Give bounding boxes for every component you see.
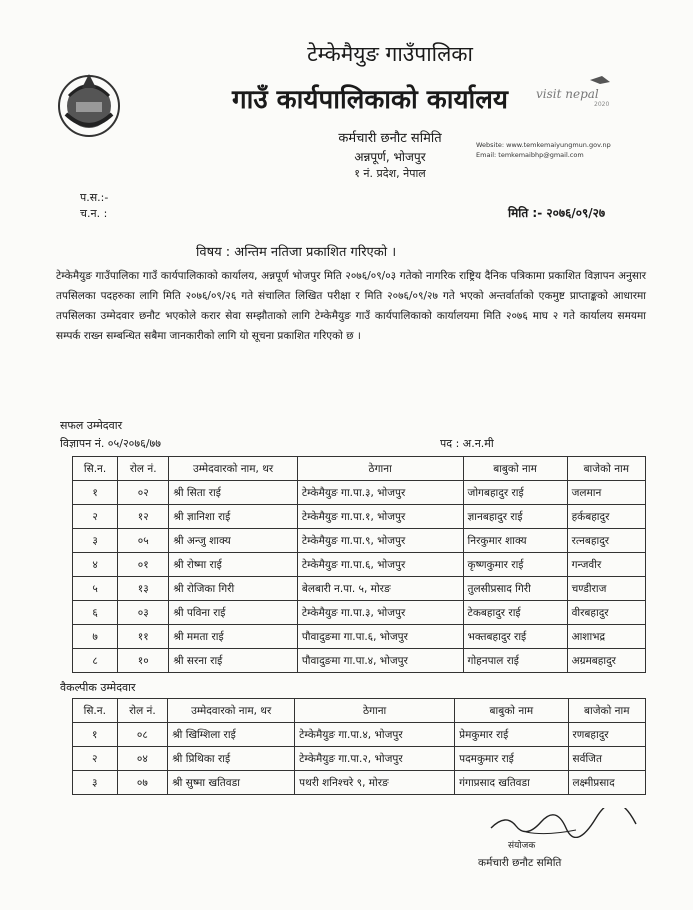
table-row <box>73 747 646 771</box>
table-row <box>73 481 646 505</box>
cell-address: बेलबारी न.पा. ५, मोरङ <box>297 577 463 601</box>
selected-heading: सफल उम्मेदवार <box>60 419 123 432</box>
subject-line: विषय : अन्तिम नतिजा प्रकाशित गरिएको । <box>196 245 397 260</box>
nepal-emblem-icon <box>54 66 124 142</box>
col-grandfather: बाजेको नाम <box>567 457 645 481</box>
table-row <box>73 601 646 625</box>
cell-roll: १० <box>118 649 169 673</box>
col-address: ठेगाना <box>297 457 463 481</box>
cell-sn: २ <box>73 505 118 529</box>
contact-info <box>476 140 666 160</box>
alternate-candidates-table <box>72 698 646 795</box>
cell-grandfather: लक्ष्मीप्रसाद <box>568 771 645 795</box>
letter-date: मिति :- २०७६/०९/२७ <box>508 206 606 220</box>
cell-father: निरकुमार शाक्य <box>463 529 567 553</box>
cell-grandfather: रणबहादुर <box>568 723 645 747</box>
cell-roll: ०७ <box>117 771 168 795</box>
cell-name: श्री ज्ञानिशा राई <box>169 505 297 529</box>
cell-father: गोहनपाल राई <box>463 649 567 673</box>
col-grandfather: बाजेको नाम <box>568 699 645 723</box>
table-row <box>73 771 646 795</box>
email: Email: temkemaibhp@gmail.com <box>476 151 584 159</box>
selected-candidates-table <box>72 456 646 673</box>
cell-address: टेम्केमैयुङ गा.पा.४, भोजपुर <box>295 723 455 747</box>
col-sn: सि.न. <box>73 699 118 723</box>
cell-grandfather: सर्वजित <box>568 747 645 771</box>
cell-father: तुलसीप्रसाद गिरी <box>463 577 567 601</box>
cell-name: श्री ममता राई <box>169 625 297 649</box>
cell-father: पदमकुमार राई <box>455 747 568 771</box>
cell-grandfather: वीरबहादुर <box>567 601 645 625</box>
cell-father: कृष्णकुमार राई <box>463 553 567 577</box>
committee-name: कर्मचारी छनौट समिति <box>338 131 442 146</box>
alternate-heading: वैकल्पीक उम्मेदवार <box>60 681 136 694</box>
cell-name: श्री अन्जु शाक्य <box>169 529 297 553</box>
cell-roll: १३ <box>118 577 169 601</box>
col-address: ठेगाना <box>295 699 455 723</box>
office-name: गाउँ कार्यपालिकाको कार्यालय <box>232 85 508 115</box>
cell-address: टेम्केमैयुङ गा.पा.१, भोजपुर <box>297 505 463 529</box>
table-header-row <box>73 699 646 723</box>
col-name: उम्मेदवारको नाम, थर <box>169 457 297 481</box>
col-sn: सि.न. <box>73 457 118 481</box>
cell-sn: २ <box>73 747 118 771</box>
cell-grandfather: चण्डीराज <box>567 577 645 601</box>
website: Website: www.temkemaiyungmun.gov.np <box>476 141 611 149</box>
cell-roll: ०५ <box>118 529 169 553</box>
cell-father: टेकबहादुर राई <box>463 601 567 625</box>
cell-sn: ८ <box>73 649 118 673</box>
cell-father: जोगबहादुर राई <box>463 481 567 505</box>
cell-address: पौवादुङमा गा.पा.६, भोजपुर <box>297 625 463 649</box>
cell-roll: ०४ <box>117 747 168 771</box>
table-row <box>73 553 646 577</box>
reference-numbers <box>80 190 108 222</box>
cell-sn: ७ <box>73 625 118 649</box>
table-row <box>73 577 646 601</box>
col-roll: रोल नं. <box>118 457 169 481</box>
cell-father: प्रेमकुमार राई <box>455 723 568 747</box>
cell-roll: ०१ <box>118 553 169 577</box>
cell-father: गंगाप्रसाद खतिवडा <box>455 771 568 795</box>
cell-address: टेम्केमैयुङ गा.पा.३, भोजपुर <box>297 601 463 625</box>
cell-address: टेम्केमैयुङ गा.पा.३, भोजपुर <box>297 481 463 505</box>
cell-sn: १ <box>73 723 118 747</box>
advertisement-number: विज्ञापन नं. ०५/२०७६/७७ <box>60 437 161 450</box>
cell-grandfather: जलमान <box>567 481 645 505</box>
col-name: उम्मेदवारको नाम, थर <box>168 699 295 723</box>
cell-address: टेम्केमैयुङ गा.पा.२, भोजपुर <box>295 747 455 771</box>
cell-address: टेम्केमैयुङ गा.पा.९, भोजपुर <box>297 529 463 553</box>
cell-father: ज्ञानबहादुर राई <box>463 505 567 529</box>
visit-nepal-text: visit nepal <box>536 87 599 101</box>
cell-roll: ०३ <box>118 601 169 625</box>
cell-name: श्री सुष्मा खतिवडा <box>168 771 295 795</box>
table-header-row <box>73 457 646 481</box>
cell-grandfather: आशाभद्र <box>567 625 645 649</box>
cell-grandfather: हर्कबहादुर <box>567 505 645 529</box>
cell-address: टेम्केमैयुङ गा.पा.६, भोजपुर <box>297 553 463 577</box>
cell-roll: ०२ <box>118 481 169 505</box>
chalani-number: च.न. : <box>80 207 108 220</box>
col-father: बाबुको नाम <box>463 457 567 481</box>
cell-name: श्री सरना राई <box>169 649 297 673</box>
post-name: पद : अ.न.मी <box>440 437 494 450</box>
cell-address: पौवादुङमा गा.पा.४, भोजपुर <box>297 649 463 673</box>
cell-roll: १२ <box>118 505 169 529</box>
table-row <box>73 723 646 747</box>
table-row <box>73 529 646 553</box>
province: १ नं. प्रदेश, नेपाल <box>354 167 426 180</box>
signature-role: संयोजक <box>508 841 536 851</box>
table-row <box>73 625 646 649</box>
cell-roll: ०८ <box>117 723 168 747</box>
cell-sn: ३ <box>73 529 118 553</box>
cell-address: पथरी शनिश्चरे ९, मोरङ <box>295 771 455 795</box>
cell-name: श्री प्रिथिका राई <box>168 747 295 771</box>
cell-name: श्री पविना राई <box>169 601 297 625</box>
notice-body: टेम्केमैयुङ गाउँपालिका गाउँ कार्यपालिकाको कार्यालय, अन्नपूर्ण भोजपुर मिति २०७६/०९/०३ गतेको नागरिक राष्ट्रिय दैनिक पत्रिकामा प्रकाशित विज्ञापन अनुसार तपसिलका पदहरुका लागि मिति २०७६/०९/२६ गते संचालित लिखित परीक्षा र मिति २०७६/०९/२७ गते भएको अन्तर्वार्ताको एकमुष्ट प्राप्ताङ्कको आधारमा तपसिलका उम्मेदवार छनौट भएकोले करार सेवा सम्झौताको लागि टेम्केमैयुङ गाउँ कार्यपालिकाको कार्यालयमा मिति २०७६ माघ २ गते कार्यालय समयमा सम्पर्क राख्न सम्बन्धित सबैमा जानकारीको लागि यो सूचना प्रकाशित गरिएको छ । <box>56 270 646 342</box>
cell-grandfather: रत्नबहादुर <box>567 529 645 553</box>
cell-father: भक्तबहादुर राई <box>463 625 567 649</box>
cell-name: श्री रोष्मा राई <box>169 553 297 577</box>
visit-nepal-year: 2020 <box>594 101 610 108</box>
table-row <box>73 505 646 529</box>
cell-grandfather: अग्रमबहादुर <box>567 649 645 673</box>
table-row <box>73 649 646 673</box>
municipality-name: टेम्केमैयुङ गाउँपालिका <box>307 42 473 66</box>
cell-name: श्री सिता राई <box>169 481 297 505</box>
signature-icon <box>486 808 646 838</box>
cell-sn: ५ <box>73 577 118 601</box>
signature-committee: कर्मचारी छनौट समिति <box>478 857 562 869</box>
patra-sankhya: प.स.:- <box>80 191 109 204</box>
cell-sn: ३ <box>73 771 118 795</box>
office-address: अन्नपूर्ण, भोजपुर <box>354 150 426 164</box>
cell-name: श्री रोजिका गिरी <box>169 577 297 601</box>
cell-sn: ६ <box>73 601 118 625</box>
col-father: बाबुको नाम <box>455 699 568 723</box>
cell-sn: ४ <box>73 553 118 577</box>
cell-grandfather: गन्जवीर <box>567 553 645 577</box>
cell-sn: १ <box>73 481 118 505</box>
cell-name: श्री खिम्शिला राई <box>168 723 295 747</box>
col-roll: रोल नं. <box>117 699 168 723</box>
cell-roll: ११ <box>118 625 169 649</box>
